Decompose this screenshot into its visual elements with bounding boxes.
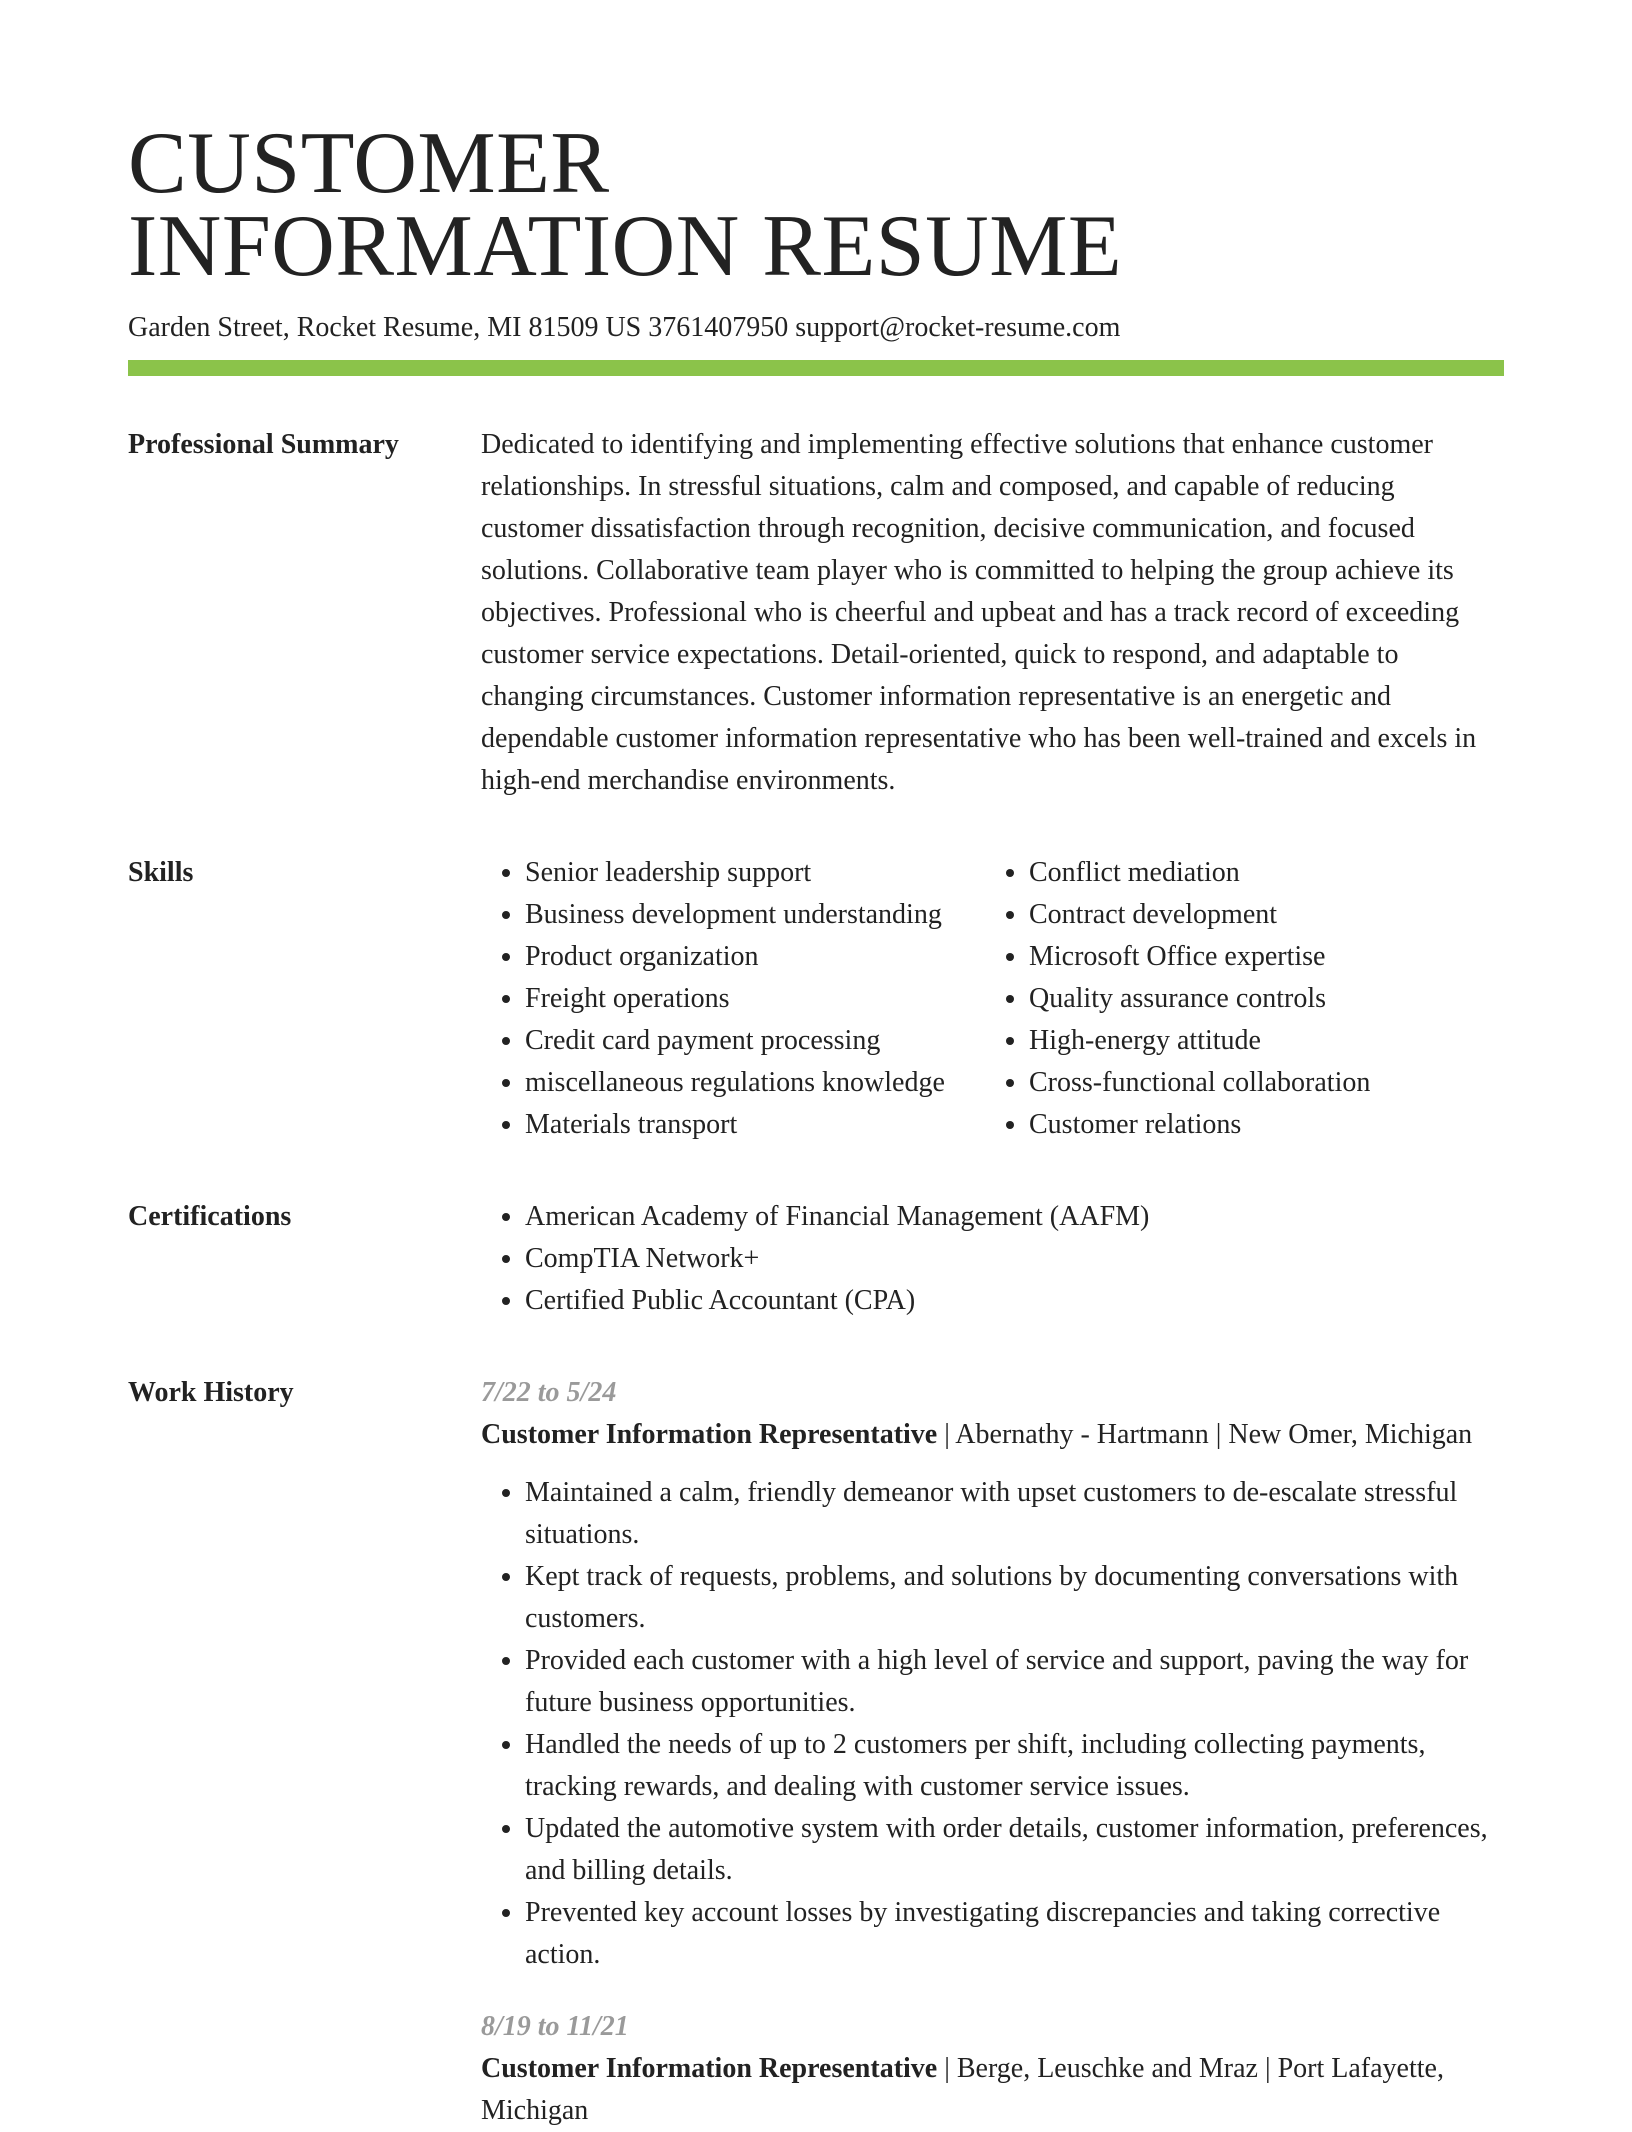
skill-item: • Credit card payment processing: [525, 1020, 985, 1062]
job-bullet: • Provided each customer with a high level of service and support, paving the way for future business opportunities.: [525, 1640, 1504, 1724]
section-body-certifications: [481, 1196, 1504, 1322]
skill-item: • Contract development: [1029, 894, 1504, 936]
certification-item: • CompTIA Network+: [525, 1238, 1504, 1280]
job-bullet: • Updated the automotive system with order details, customer information, preferences, and billing details.: [525, 1808, 1504, 1892]
title-line-2: INFORMATION RESUME: [128, 198, 1123, 295]
job-bullet: • Kept track of requests, problems, and solutions by documenting conversations with customers.: [525, 1556, 1504, 1640]
accent-divider: [128, 360, 1504, 376]
contact-info: Garden Street, Rocket Resume, MI 81509 US 3761407950 support@rocket-resume.com: [128, 312, 1121, 343]
job-bullet: • Prevented key account losses by investigating discrepancies and taking corrective action.: [525, 1892, 1504, 1976]
skill-item: • Cross-functional collaboration: [1029, 1062, 1504, 1104]
job-entry: [481, 2006, 1504, 2132]
job-dates: 8/19 to 11/21: [481, 2011, 629, 2042]
skill-item: • Freight operations: [525, 978, 985, 1020]
job-heading: [481, 1414, 1504, 1456]
skill-item: • miscellaneous regulations knowledge: [525, 1062, 985, 1104]
section-skills: [128, 852, 1504, 1146]
job-bullet: • Handled the needs of up to 2 customers per shift, including collecting payments, tracking rewards, and dealing with customer service issues.: [525, 1724, 1504, 1808]
section-body-work-history: [481, 1372, 1504, 2132]
job-entry: [481, 1372, 1504, 1976]
section-label-work-history: Work History: [128, 1377, 294, 1408]
job-title: Customer Information Representative: [481, 1419, 938, 1450]
skill-item: • Product organization: [525, 936, 985, 978]
section-label-summary: Professional Summary: [128, 429, 399, 460]
skills-list-column-1: [481, 852, 985, 1146]
skill-item: • Quality assurance controls: [1029, 978, 1504, 1020]
job-details: | Abernathy - Hartmann | New Omer, Michigan: [937, 1419, 1473, 1450]
section-work-history: [128, 1372, 1504, 2132]
section-body-summary: [481, 424, 1504, 802]
job-heading: [481, 2048, 1504, 2132]
section-body-skills: [481, 852, 1504, 1146]
job-details: | Berge, Leuschke and Mraz | Port Lafayette, Michigan: [481, 2053, 1444, 2126]
skill-item: • Materials transport: [525, 1104, 985, 1146]
skills-list-column-2: [985, 852, 1504, 1146]
section-certifications: [128, 1196, 1504, 1322]
skill-item: • Customer relations: [1029, 1104, 1504, 1146]
job-title: Customer Information Representative: [481, 2053, 938, 2084]
certifications-list: [481, 1196, 1504, 1322]
resume-title: [128, 115, 1504, 295]
skill-item: • Conflict mediation: [1029, 852, 1504, 894]
section-label-certifications: Certifications: [128, 1201, 292, 1232]
section-label-skills: Skills: [128, 857, 194, 888]
job-dates: 7/22 to 5/24: [481, 1377, 617, 1408]
section-professional-summary: [128, 424, 1504, 802]
skill-item: • Senior leadership support: [525, 852, 985, 894]
title-line-1: CUSTOMER: [128, 115, 610, 212]
certification-item: • Certified Public Accountant (CPA): [525, 1280, 1504, 1322]
skills-grid: [481, 852, 1504, 1146]
skill-item: • Microsoft Office expertise: [1029, 936, 1504, 978]
job-bullet: • Maintained a calm, friendly demeanor with upset customers to de-escalate stressful situations.: [525, 1472, 1504, 1556]
skill-item: • Business development understanding: [525, 894, 985, 936]
summary-text: Dedicated to identifying and implementing effective solutions that enhance customer relationships. In stressful situations, calm and composed, and capable of reducing customer dissatisfaction through recognition, decisive communication, and focused solutions. Collaborative team player who is committed to helping the group achieve its objectives. Professional who is cheerful and upbeat and has a track record of exceeding customer service expectations. Detail-oriented, quick to respond, and adaptable to changing circumstances. Customer information representative is an energetic and dependable customer information representative who has been well-trained and excels in high-end merchandise environments.: [481, 429, 1477, 796]
skill-item: • High-energy attitude: [1029, 1020, 1504, 1062]
job-responsibilities: [481, 1472, 1504, 1976]
certification-item: • American Academy of Financial Management (AAFM): [525, 1196, 1504, 1238]
